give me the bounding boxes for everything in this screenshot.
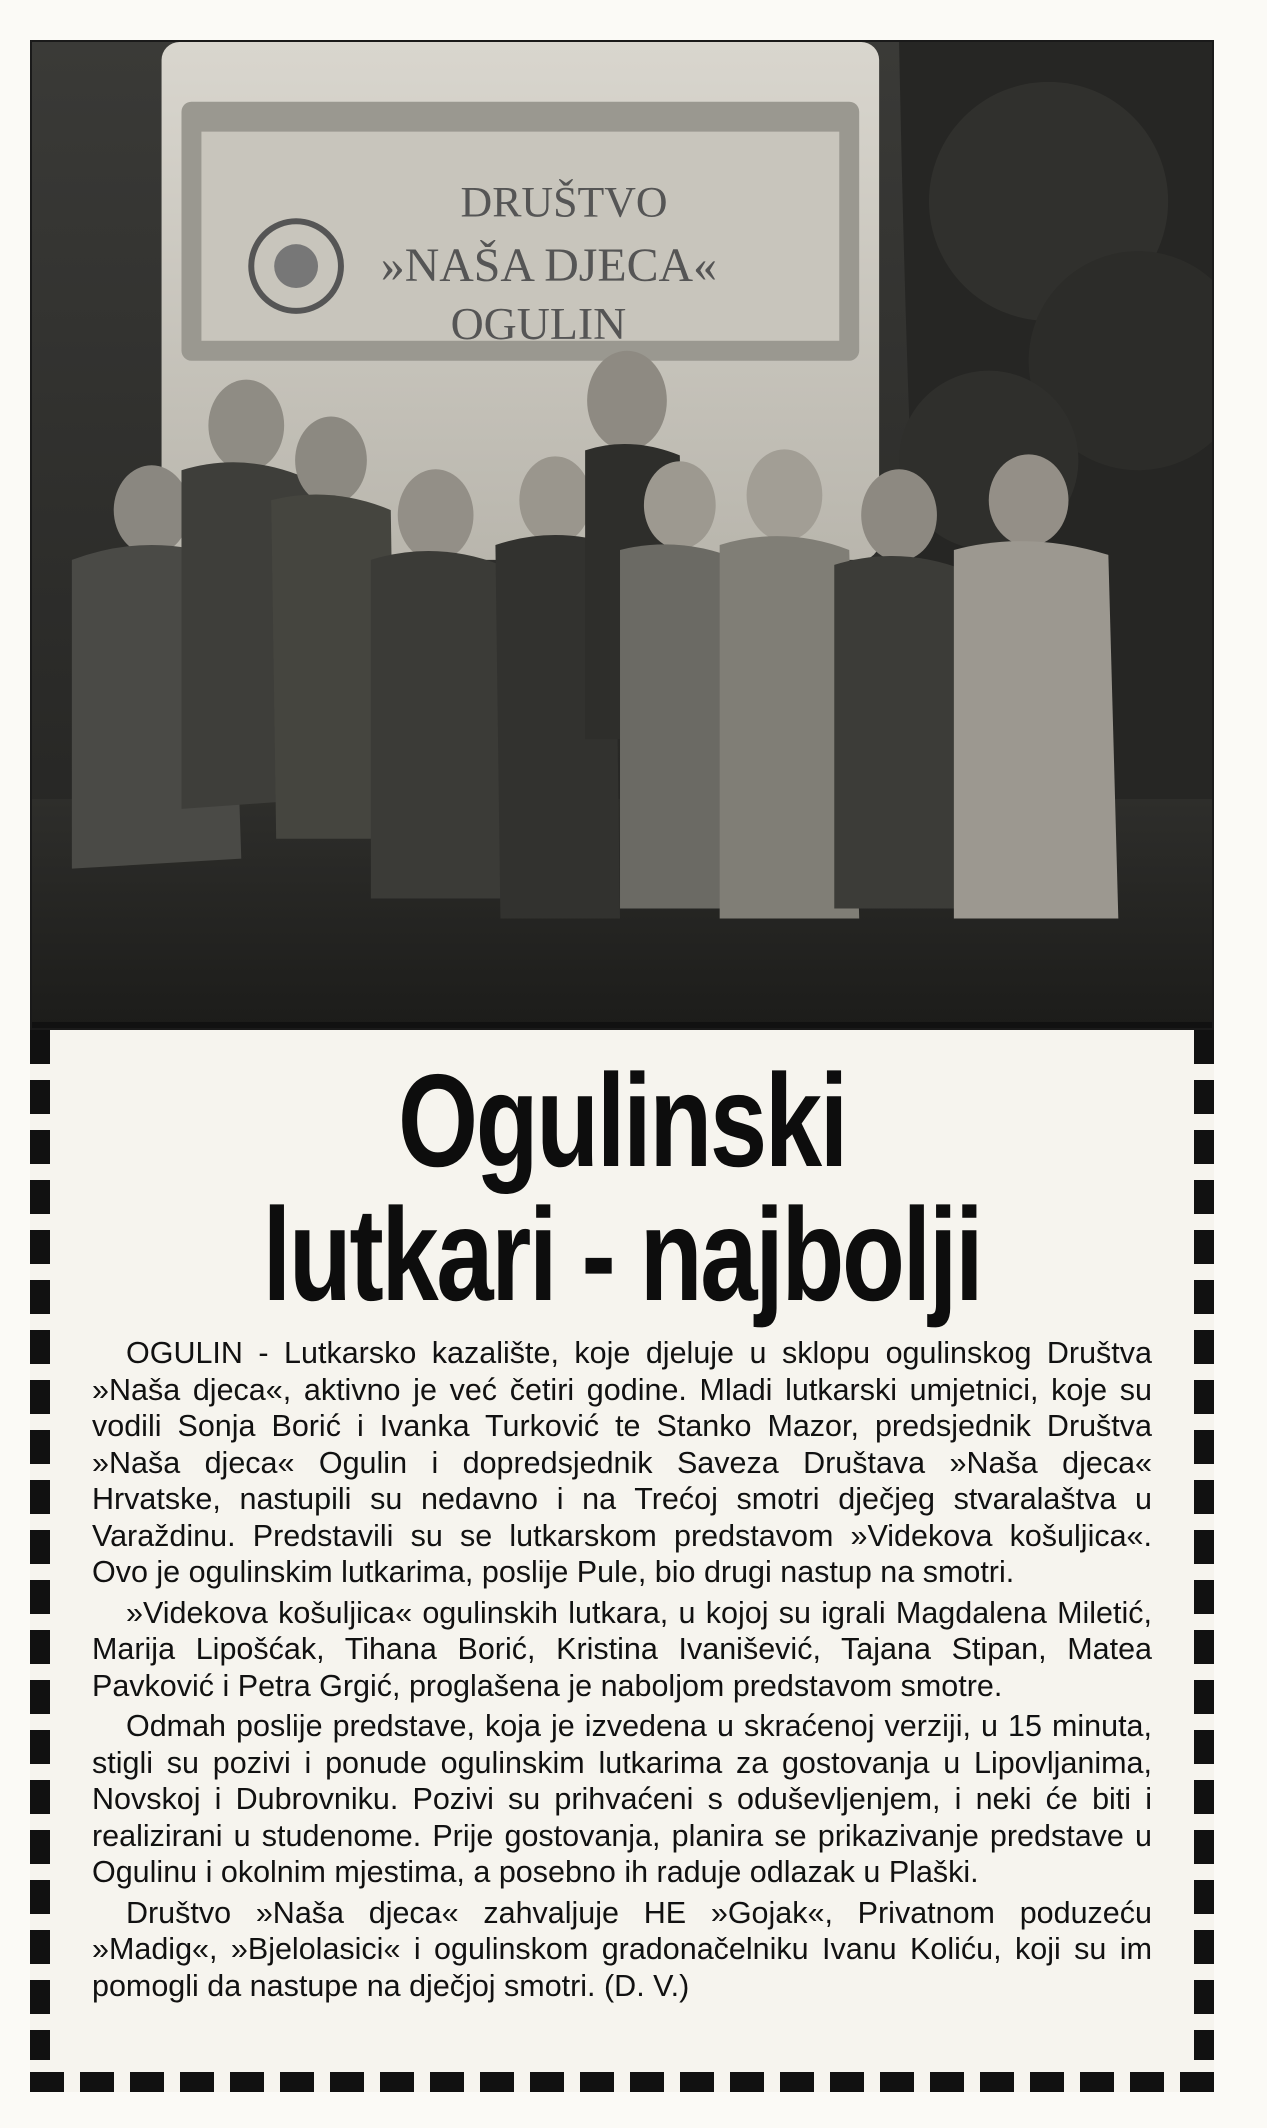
dashed-border-right bbox=[1194, 1030, 1214, 2060]
photo-bottom-edge bbox=[32, 1022, 1212, 1028]
headline-line-1: Ogulinski bbox=[397, 1047, 847, 1194]
dashed-border-bottom bbox=[30, 2072, 1214, 2092]
dashed-border-left bbox=[30, 1030, 50, 2060]
sign-text-line3: OGULIN bbox=[450, 297, 627, 349]
article-box bbox=[30, 1030, 1214, 2092]
group-photo-image bbox=[32, 42, 1212, 1028]
headline bbox=[90, 1047, 1154, 1328]
paragraph: »Videkova košuljica« ogulinskih lutkara, u kojoj su igrali Magdalena Miletić, Marija Lipošćak, Tihana Borić, Kristina Ivanišević, Tajana Stipan, Matea Pavković i Petra Grgić, proglašena je naboljom predstavom smotre. bbox=[92, 1595, 1152, 1703]
group-photo bbox=[30, 40, 1214, 1030]
paragraph: OGULIN - Lutkarsko kazalište, koje djeluje u sklopu ogulinskog Društva »Naša djeca«, aktivno je već četiri godine. Mladi lutkarski umjetnici, koje su vodili Sonja Borić i Ivanka Turković te Stanko Mazor, predsjednik Društva »Naša djeca« Ogulin i dopredsjednik Saveza Društava »Naša djeca« Hrvatske, nastupili su nedavno i na Trećoj smotri dječjeg stvaralaštva u Varaždinu. Predstavili su se lutkarskom predstavom »Videkova košuljica«. Ovo je ogulinskim lutkarima, poslije Pule, bio drugi nastup na smotri. bbox=[92, 1336, 1152, 1589]
newspaper-clipping bbox=[30, 40, 1214, 2092]
headline-line-2: lutkari - najbolji bbox=[262, 1181, 982, 1328]
paragraph: Društvo »Naša djeca« zahvaljuje HE »Gojak«, Privatnom poduzeću »Madig«, »Bjelolasici« i ogulinskom gradonačelniku Ivanu Koliću, koji su im pomogli da nastupe na dječjoj smotri. (D. V.) bbox=[92, 1895, 1152, 2003]
sign-text-line2: »NAŠA DJECA« bbox=[380, 239, 718, 293]
sign-text-line1: DRUŠTVO bbox=[460, 178, 668, 227]
paragraph: Odmah poslije predstave, koja je izvedena u skraćenoj verziji, u 15 minuta, stigli su pozivi i ponude ogulinskim lutkarima za gostovanja u Lipovljanima, Novskoj i Dubrovniku. Pozivi su prihvaćeni s oduševljenjem, i neki će biti i realizirani u studenome. Prije gostovanja, planira se prikazivanje predstave u Ogulinu i okolnim mjestima, a posebno ih raduje odlazak u Plaški. bbox=[92, 1709, 1152, 1889]
article-body bbox=[92, 1335, 1152, 2008]
